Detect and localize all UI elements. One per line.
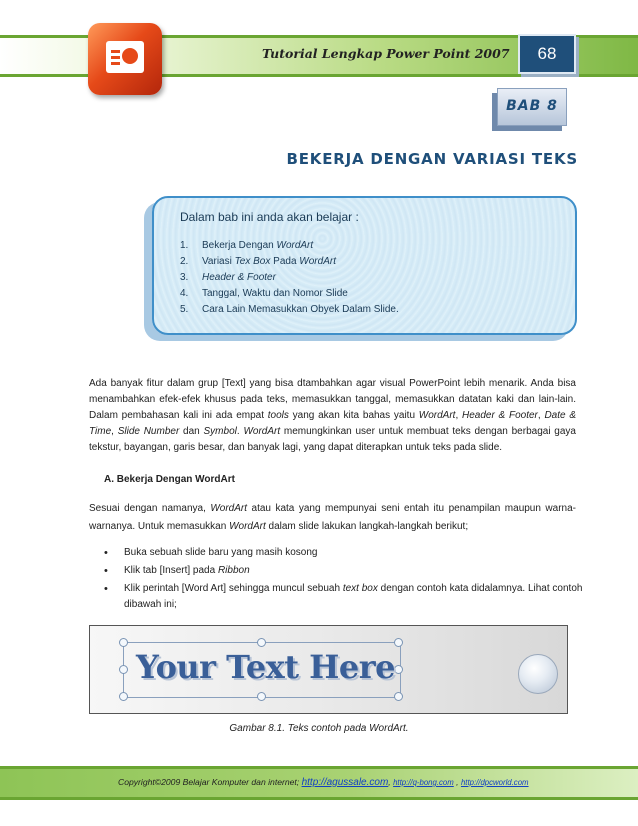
header-title: Tutorial Lengkap Power Point 2007: [262, 46, 510, 61]
section-a-heading: A. Bekerja Dengan WordArt: [104, 474, 235, 485]
goal-item: 1. Bekerja Dengan WordArt: [180, 240, 314, 251]
wordart-figure: [89, 625, 568, 714]
chapter-title: BEKERJA DENGAN VARIASI TEKS: [286, 150, 578, 168]
intro-paragraph: Ada banyak fitur dalam grup [Text] yang bisa dtambahkan agar visual PowerPoint lebih menarik. Anda bisa menambahkan efek-efek khusus pada teks, memasukkan tanggal, memasukkan datatan kaki dan lain-lain. Dalam pembahasan kali ini ada empat tools yang akan kita bahas yaitu WordArt, Header & Footer, Date & Time, Slide Number dan Symbol. WordArt memungkinkan user untuk membuat teks dengan berbagai gaya tekstur, bayangan, garis besar, dan banyak lagi, yang dapat diterapkan untuk teks pada slide.: [89, 378, 576, 453]
goal-item: 3. Header & Footer: [180, 272, 276, 283]
footer-link[interactable]: http://dpcworld.com: [460, 778, 529, 787]
goal-item: 4. Tanggal, Waktu dan Nomor Slide: [180, 288, 348, 299]
footer-link[interactable]: http://q-bong.com: [393, 778, 454, 787]
chapter-badge: BAB 8: [497, 88, 567, 126]
goals-intro: Dalam bab ini anda akan belajar :: [180, 210, 359, 224]
step-item: • Klik perintah [Word Art] sehingga muncul sebuah text box dengan contoh kata didalamnya. Lihat contoh dibawah ini;: [100, 581, 590, 613]
steps-list: [100, 545, 590, 615]
page-number: 68: [518, 34, 576, 74]
step-item: • Buka sebuah slide baru yang masih kosong: [100, 545, 590, 561]
section-a-paragraph: Sesuai dengan namanya, WordArt atau kata yang mempunyai seni entah itu penampilan maupun warna-warnanya. Untuk memasukkan WordArt dalam slide lakukan langkah-langkah berikut;: [89, 503, 576, 532]
wordart-sample-text: Your Text Here: [136, 648, 395, 686]
step-item: • Klik tab [Insert] pada Ribbon: [100, 563, 590, 579]
powerpoint-logo-icon: [88, 23, 162, 95]
figure-caption: Gambar 8.1. Teks contoh pada WordArt.: [229, 723, 409, 734]
footer-link[interactable]: http://agussale.com: [301, 777, 389, 788]
footer-copyright: Copyright©2009 Belajar Komputer dan internet; http://agussale.com, http://q-bong.com , http://dpcworld.com: [118, 777, 529, 788]
goals-list: [180, 238, 399, 318]
goal-item: 2. Variasi Tex Box Pada WordArt: [180, 256, 336, 267]
decorative-orb-icon: [518, 654, 558, 694]
goal-item: 5. Cara Lain Memasukkan Obyek Dalam Slide.: [180, 304, 399, 315]
learning-goals-box: [152, 196, 577, 335]
